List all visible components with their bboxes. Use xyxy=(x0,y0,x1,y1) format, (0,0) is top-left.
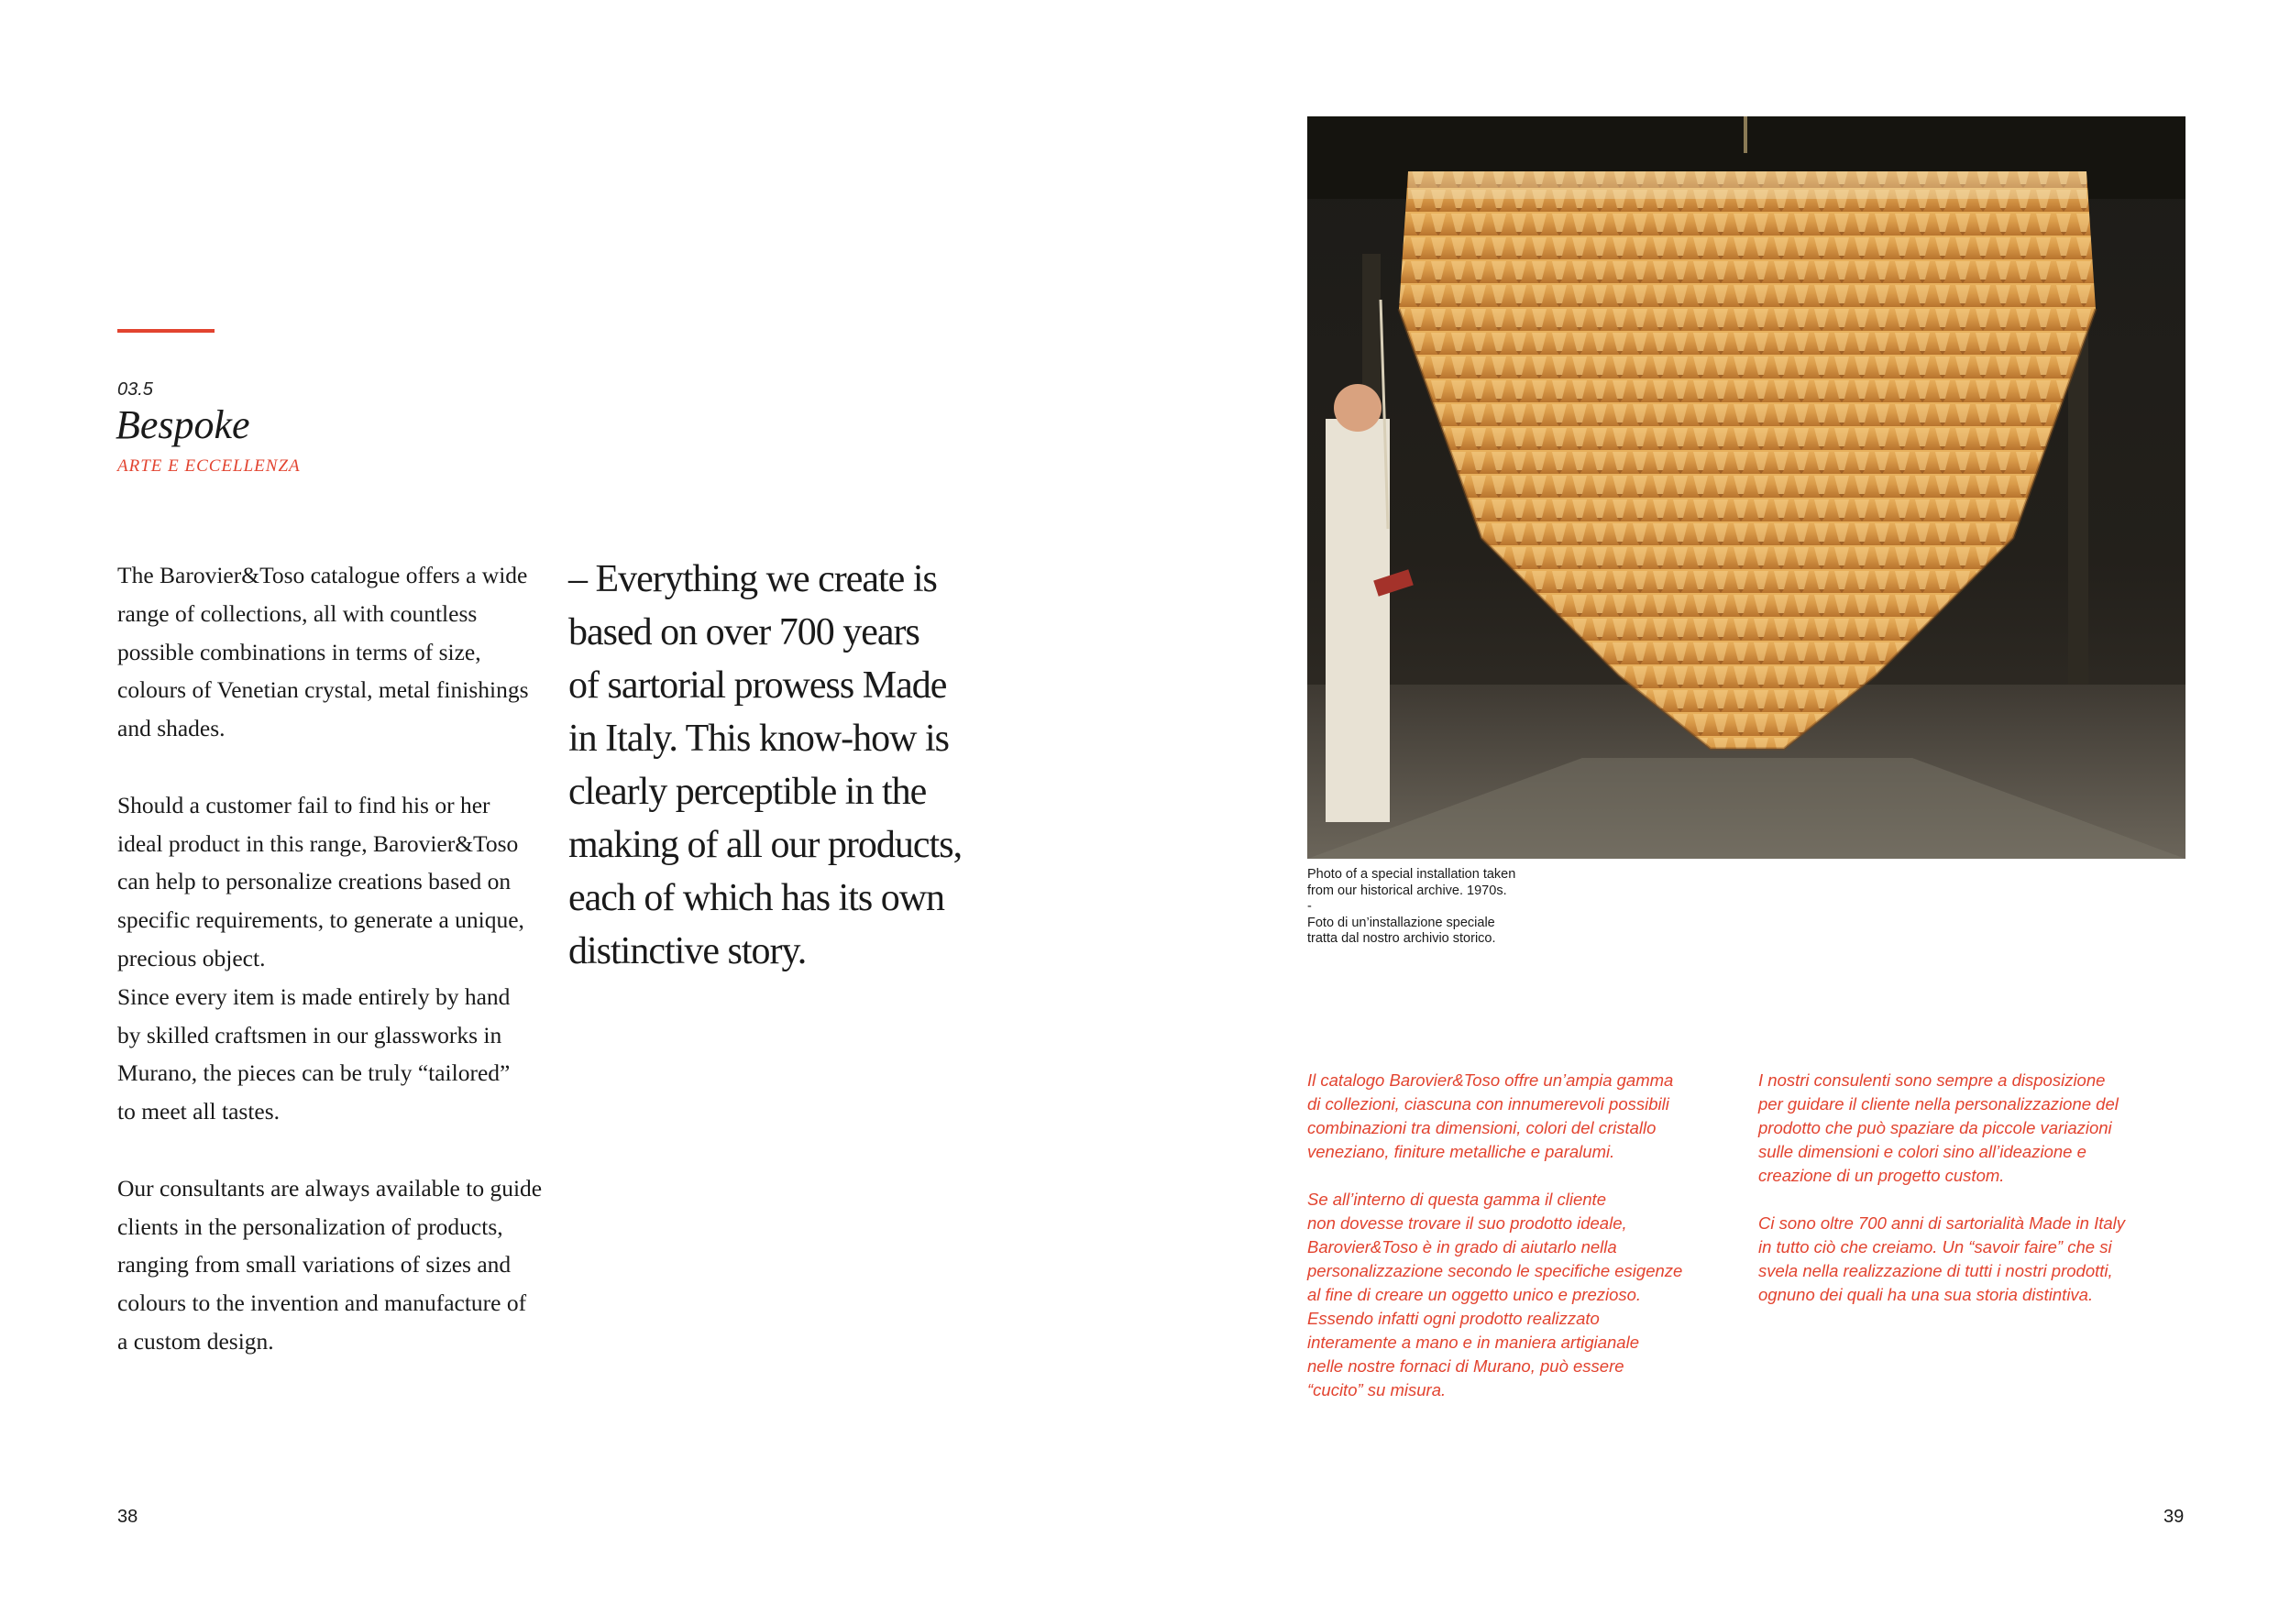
photo-caption: Photo of a special installation taken from our historical archive. 1970s. - Foto di un’installazione speciale tratta dal nostro archivio storico. xyxy=(1307,867,1516,946)
body-paragraph: Since every item is made entirely by hand by skilled craftsmen in our glassworks in Murano, the pieces can be truly “tailored” to meet all tastes. xyxy=(117,982,511,1125)
archive-chandelier-photo xyxy=(1307,116,2185,859)
english-body-column xyxy=(117,556,553,1361)
italian-body-column-left xyxy=(1307,1069,1738,1402)
italian-body-column-right xyxy=(1758,1069,2189,1307)
section-number: 03.5 xyxy=(117,379,153,400)
italian-paragraph: Essendo infatti ogni prodotto realizzato interamente a mano e in maniera artigianale nelle nostre fornaci di Murano, può essere “cucito” su misura. xyxy=(1307,1309,1639,1399)
italian-paragraph: Il catalogo Barovier&Toso offre un’ampia gamma di collezioni, ciascuna con innumerevoli possibili combinazioni tra dimensioni, colori del cristallo veneziano, finiture metalliche e paralumi. xyxy=(1307,1070,1674,1161)
section-subtitle: ARTE E ECCELLENZA xyxy=(117,456,301,476)
italian-paragraph: I nostri consulenti sono sempre a disposizione per guidare il cliente nella personalizzazione del prodotto che può spaziare da piccole variazioni sulle dimensioni e colori sino all’ideazione e creazione di un progetto custom. xyxy=(1758,1070,2119,1185)
italian-paragraph: Ci sono oltre 700 anni di sartorialità Made in Italy in tutto ciò che creiamo. Un “savoir faire” che si svela nella realizzazione di tutti i nostri prodotti, ognuno dei quali ha una sua storia distintiva. xyxy=(1758,1213,2126,1304)
accent-rule xyxy=(117,329,215,333)
pull-quote: – Everything we create is based on over 700 years of sartorial prowess Made in Italy. This know-how is clearly perceptible in the making of all our products, each of which has its own distinctive story. xyxy=(568,558,963,972)
page-number-right: 39 xyxy=(2163,1507,2185,1527)
italian-paragraph: Se all’interno di questa gamma il cliente non dovesse trovare il suo prodotto ideale, Barovier&Toso è in grado di aiutarlo nella personalizzazione secondo le specifiche esigenze al fine di creare un oggetto unico e prezioso. xyxy=(1307,1190,1683,1304)
body-paragraph: Should a customer fail to find his or her ideal product in this range, Barovier&Toso can help to personalize creations based on specific requirements, to generate a unique, precious object. xyxy=(117,791,524,971)
section-title: Bespoke xyxy=(116,402,250,447)
body-paragraph: The Barovier&Toso catalogue offers a wide range of collections, all with countless possible combinations in terms of size, colours of Venetian crystal, metal finishings and shades. xyxy=(117,562,529,742)
page-number-left: 38 xyxy=(117,1507,138,1527)
body-paragraph: Our consultants are always available to guide clients in the personalization of products, ranging from small variations of sizes and colours to the invention and manufacture of a custom design. xyxy=(117,1174,543,1355)
